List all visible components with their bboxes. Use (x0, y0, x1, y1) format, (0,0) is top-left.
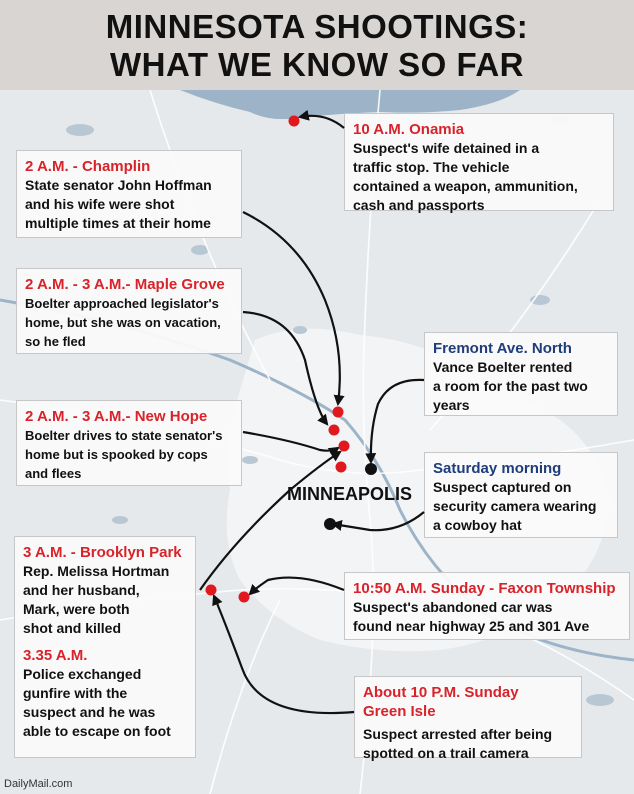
maple-grove-heading: 2 A.M. - 3 A.M.- Maple Grove (25, 276, 225, 293)
brooklyn-park-body-1: Rep. Melissa Hortman (23, 563, 170, 579)
champlin-body-1: State senator John Hoffman (25, 177, 212, 193)
saturday-body-1: Suspect captured on (433, 479, 572, 495)
maple-grove-body-3: so he fled (25, 334, 86, 349)
brooklyn-park-body-3: Mark, were both (23, 601, 130, 617)
onamia-body-1: Suspect's wife detained in a (353, 140, 540, 156)
maple-grove-body-1: Boelter approached legislator's (25, 296, 219, 311)
callout-green-isle (354, 676, 582, 761)
faxon-body-2: found near highway 25 and 301 Ave (353, 618, 590, 634)
green-isle-heading-2: Green Isle (363, 703, 436, 720)
callout-faxon (344, 572, 630, 640)
fremont-body-3: years (433, 397, 470, 413)
police-exchange-heading: 3.35 A.M. (23, 647, 88, 664)
brooklyn-park-heading: 3 A.M. - Brooklyn Park (23, 544, 182, 561)
new-hope-heading: 2 A.M. - 3 A.M.- New Hope (25, 408, 208, 425)
maple-grove-body-2: home, but she was on vacation, (25, 315, 221, 330)
faxon-heading: 10:50 A.M. Sunday - Faxon Township (353, 580, 616, 597)
champlin-body-2: and his wife were shot (25, 196, 175, 212)
title-line-2: WHAT WE KNOW SO FAR (109, 46, 524, 83)
saturday-body-2: security camera wearing (433, 498, 597, 514)
credit-dailymail: DailyMail.com (4, 778, 73, 790)
onamia-heading: 10 A.M. Onamia (353, 121, 465, 138)
callout-new-hope (16, 400, 242, 486)
fremont-heading: Fremont Ave. North (433, 340, 572, 357)
onamia-body-4: cash and passports (353, 197, 485, 213)
brooklyn-park-body-4: shot and killed (23, 620, 122, 636)
champlin-heading: 2 A.M. - Champlin (25, 158, 151, 175)
saturday-heading: Saturday morning (433, 460, 562, 477)
brooklyn-park-body-2: and her husband, (23, 582, 140, 598)
onamia-body-3: contained a weapon, ammunition, (353, 178, 578, 194)
callout-champlin (16, 150, 242, 238)
callout-onamia (344, 113, 614, 211)
fremont-body-2: a room for the past two (433, 378, 588, 394)
police-exchange-body-2: gunfire with the (23, 685, 128, 701)
callout-saturday (424, 452, 618, 538)
police-exchange-body-4: able to escape on foot (23, 723, 171, 739)
police-exchange-body-3: suspect and he was (23, 704, 156, 720)
green-isle-heading-1: About 10 P.M. Sunday (363, 684, 519, 701)
champlin-body-3: multiple times at their home (25, 215, 211, 231)
city-label-minneapolis: MINNEAPOLIS (287, 484, 413, 504)
onamia-body-2: traffic stop. The vehicle (353, 159, 510, 175)
new-hope-body-1: Boelter drives to state senator's (25, 428, 223, 443)
green-isle-body-1: Suspect arrested after being (363, 726, 553, 742)
header (0, 0, 634, 90)
callout-brooklyn-park (14, 536, 196, 758)
faxon-body-1: Suspect's abandoned car was (353, 599, 553, 615)
police-exchange-body-1: Police exchanged (23, 666, 142, 682)
callout-fremont (424, 332, 618, 416)
fremont-body-1: Vance Boelter rented (433, 359, 573, 375)
green-isle-body-2: spotted on a trail camera (363, 745, 529, 761)
saturday-body-3: a cowboy hat (433, 517, 522, 533)
callout-maple-grove (16, 268, 242, 354)
new-hope-body-3: and flees (25, 466, 82, 481)
new-hope-body-2: home but is spooked by cops (25, 447, 208, 462)
title-line-1: MINNESOTA SHOOTINGS: (105, 8, 529, 45)
